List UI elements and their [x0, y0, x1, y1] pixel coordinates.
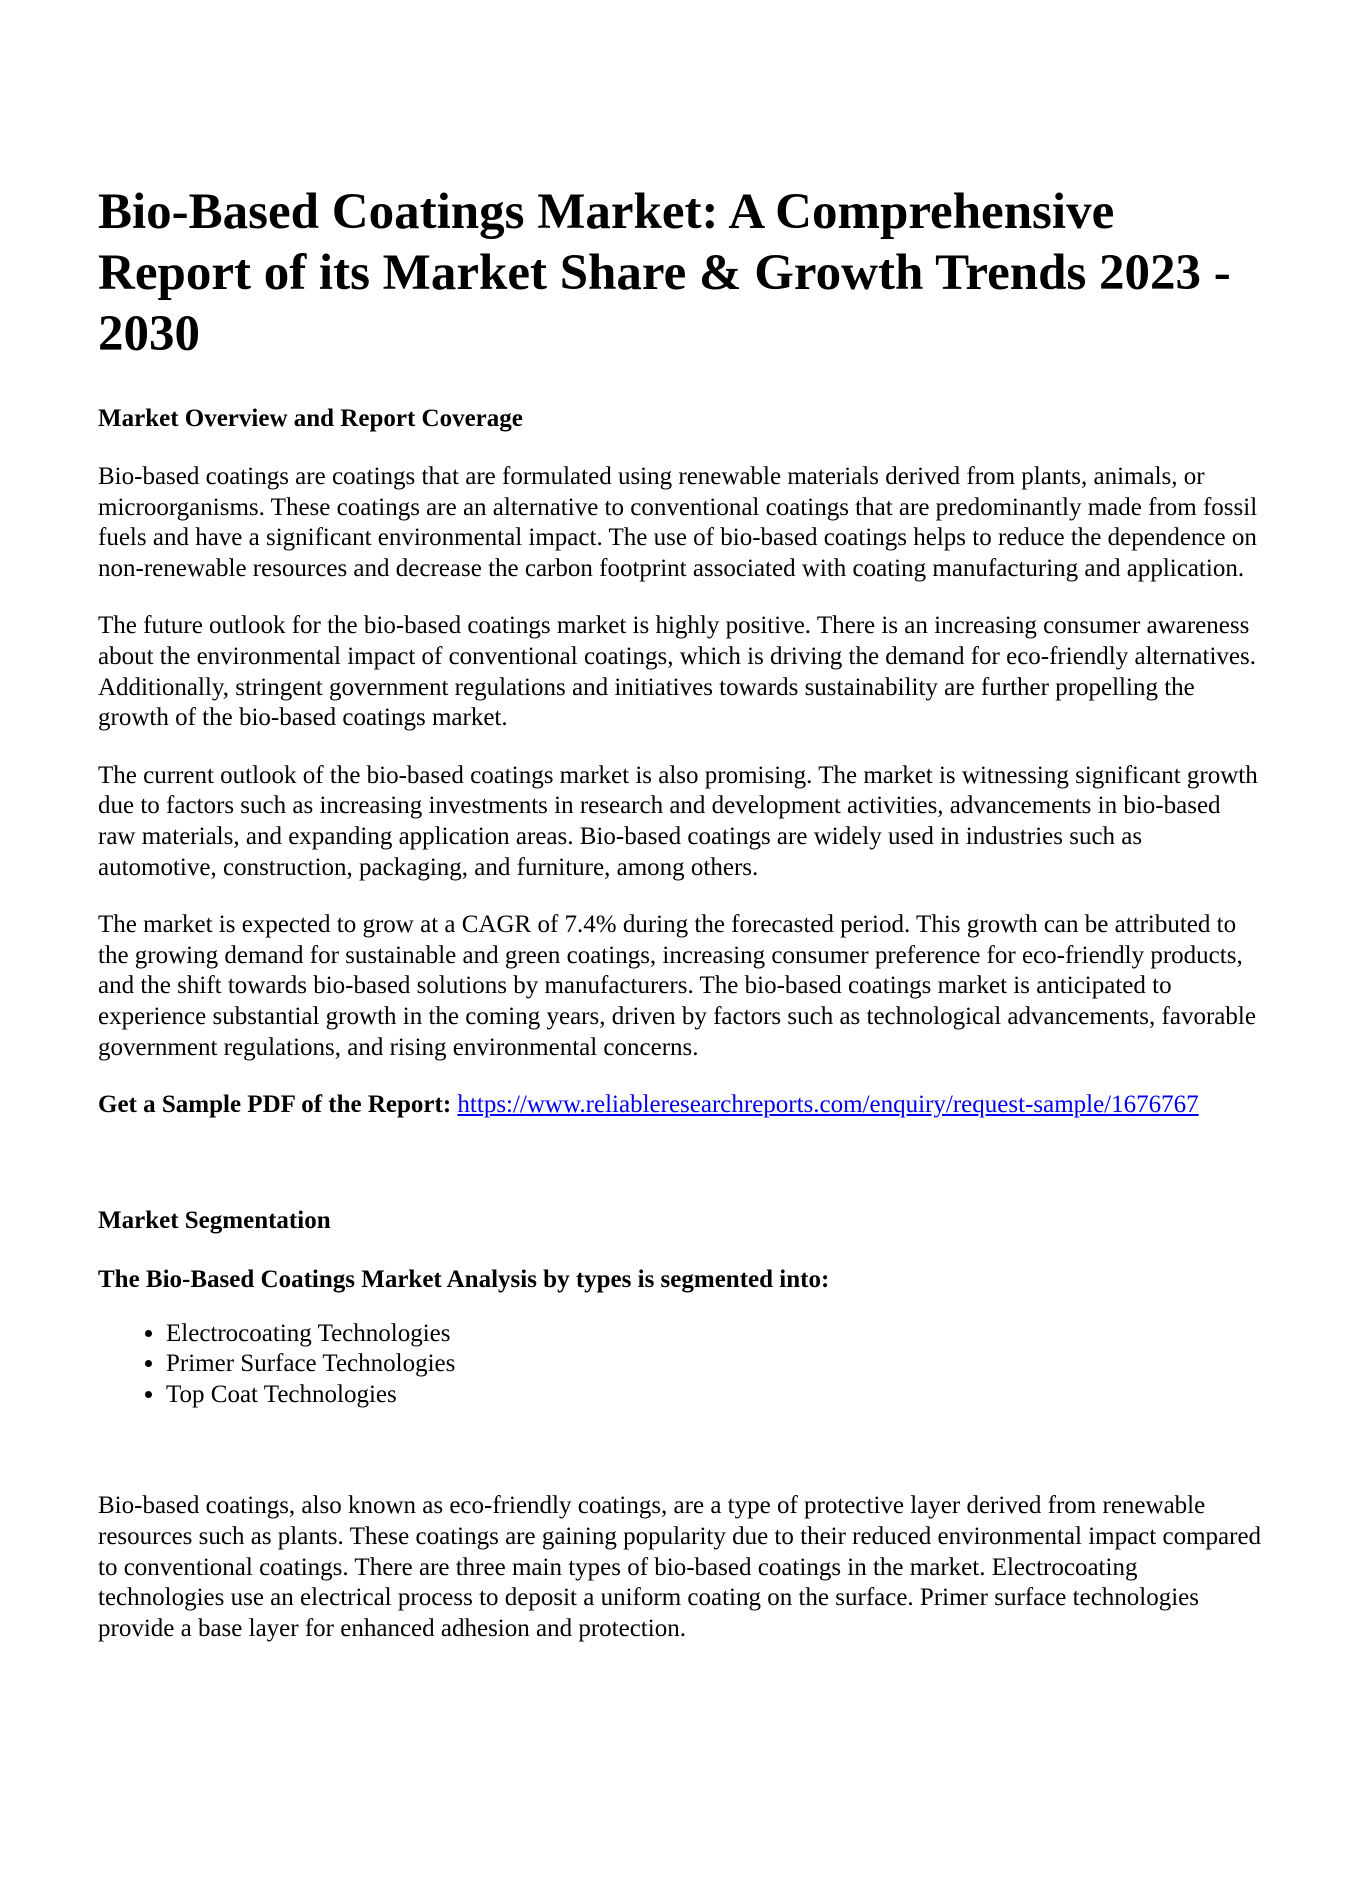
overview-paragraph-1: Bio-based coatings are coatings that are formulated using renewable materials derived from plants, animals, or microorganisms. These coatings are an alternative to conventional coatings that are predominantly made from fossil fuels and have a significant environmental impact. The use of bio-based coatings helps to reduce the dependence on non-renewable resources and decrease the carbon footprint associated with coating manufacturing and application.: [98, 463, 1258, 582]
document-page: [98, 182, 1263, 1671]
types-heading: The Bio-Based Coatings Market Analysis by types is segmented into:: [98, 1265, 830, 1293]
sample-pdf-link[interactable]: https://www.reliableresearchreports.com/enquiry/request-sample/1676767: [457, 1091, 1199, 1119]
closing-paragraph: Bio-based coatings, also known as eco-friendly coatings, are a type of protective layer derived from renewable resources such as plants. These coatings are gaining popularity due to their reduced environmental impact compared to conventional coatings. There are three main types of bio-based coatings in the market. Electrocoating technologies use an electrical process to deposit a uniform coating on the surface. Primer surface technologies provide a base layer for enhanced adhesion and protection.: [98, 1492, 1262, 1642]
overview-paragraph-3: The current outlook of the bio-based coatings market is also promising. The market is witnessing significant growth due to factors such as increasing investments in research and development activities, advancements in bio-based raw materials, and expanding application areas. Bio-based coatings are widely used in industries such as automotive, construction, packaging, and furniture, among others.: [98, 761, 1258, 881]
overview-heading: Market Overview and Report Coverage: [98, 405, 523, 432]
list-item: • Primer Surface Technologies: [166, 1349, 1263, 1380]
sample-pdf-label: Get a Sample PDF of the Report:: [98, 1091, 452, 1119]
page-title: Bio-Based Coatings Market: A Comprehensive Report of its Market Share & Growth Trends 2023 - 2030: [98, 184, 1231, 362]
sample-pdf-line: [98, 1090, 1263, 1121]
list-item: • Top Coat Technologies: [166, 1380, 1263, 1411]
segmentation-heading: Market Segmentation: [98, 1206, 331, 1234]
list-item: • Electrocoating Technologies: [166, 1319, 1263, 1350]
types-list: [98, 1319, 1263, 1411]
overview-paragraph-4: The market is expected to grow at a CAGR of 7.4% during the forecasted period. This growth can be attributed to the growing demand for sustainable and green coatings, increasing consumer preference for eco-friendly products, and the shift towards bio-based solutions by manufacturers. The bio-based coatings market is anticipated to experience substantial growth in the coming years, driven by factors such as technological advancements, favorable government regulations, and rising environmental concerns.: [98, 911, 1256, 1061]
overview-paragraph-2: The future outlook for the bio-based coatings market is highly positive. There is an increasing consumer awareness about the environmental impact of conventional coatings, which is driving the demand for eco-friendly alternatives. Additionally, stringent government regulations and initiatives towards sustainability are further propelling the growth of the bio-based coatings market.: [98, 612, 1256, 732]
